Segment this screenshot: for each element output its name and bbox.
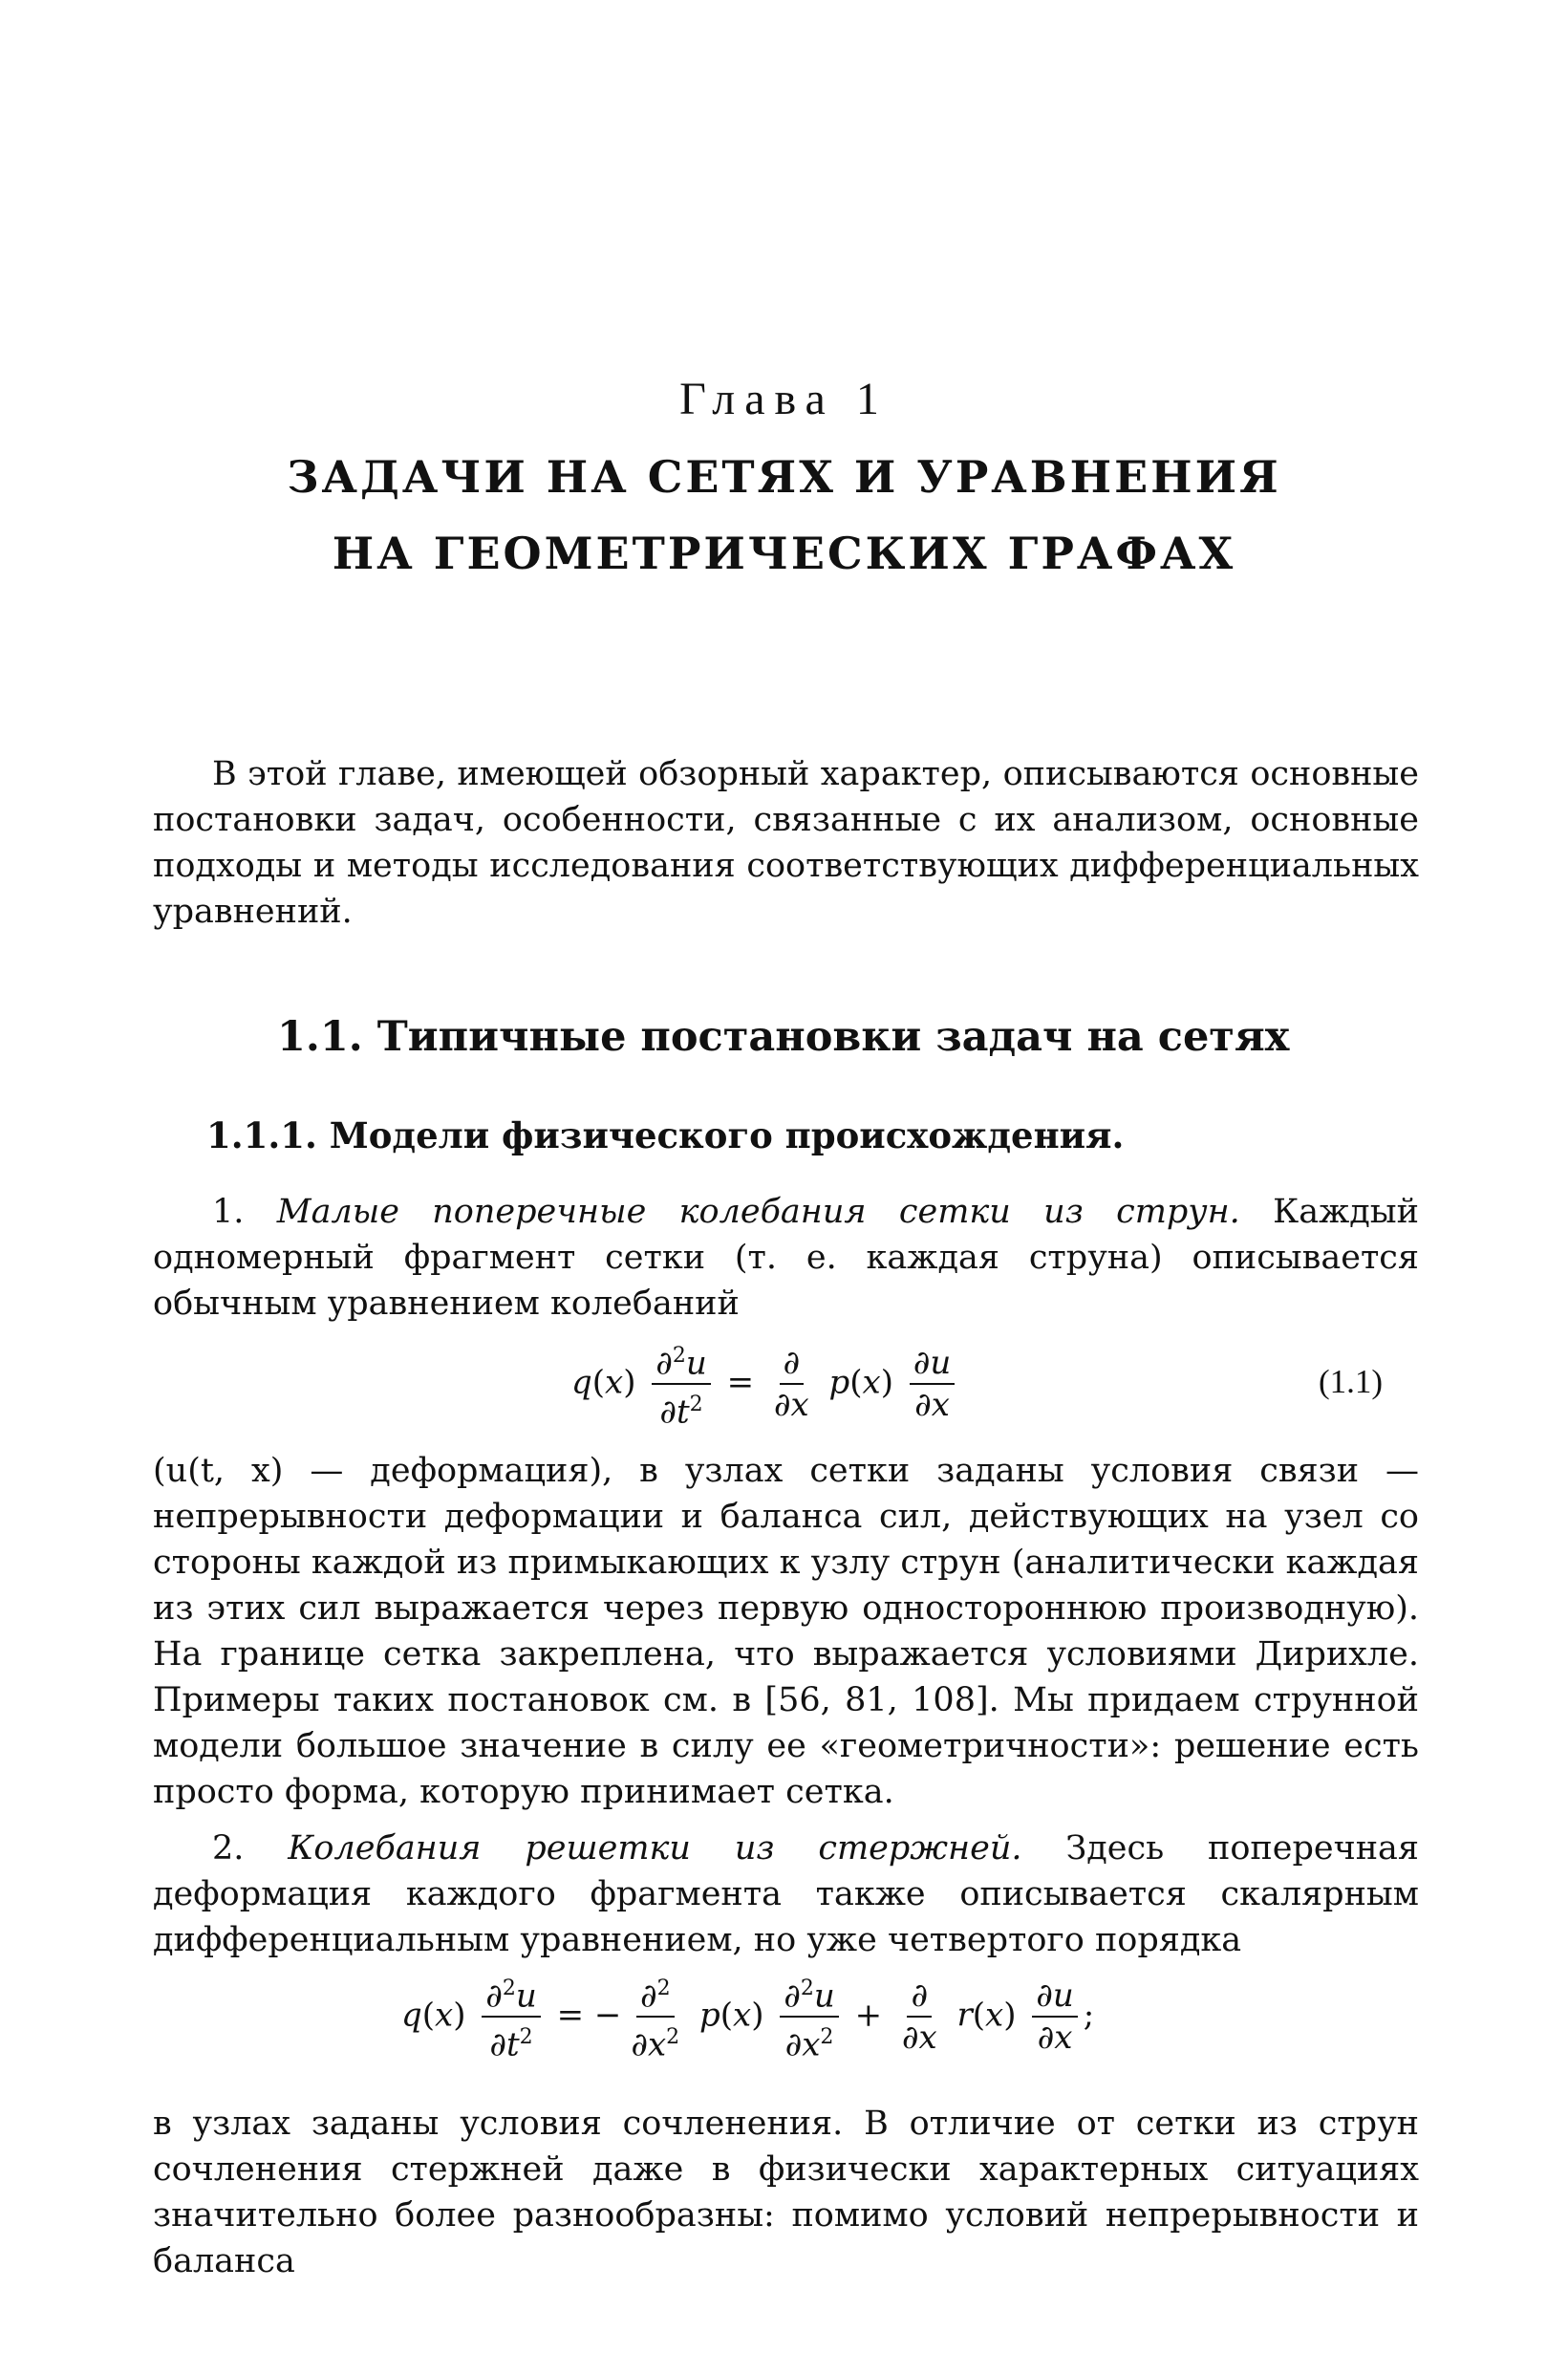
chapter-title-line-1: ЗАДАЧИ НА СЕТЯХ И УРАВНЕНИЯ — [287, 451, 1281, 503]
equation-2: q(x) $\frac{\partial^2u}{\partial t^2}$ = − $\frac{\partial^2}{\partial x^2}$ p(x) $\frac{\partial^2u}{\partial x^2}$ + $\frac{\partial}{\partial x}$ r(x) $\frac{\partial u}{\partial x}$ ; — [401, 1969, 1094, 2065]
chapter-number: Глава 1 — [679, 374, 889, 424]
item-2-paragraph — [153, 1825, 1419, 1963]
chapter-title-line-2: НА ГЕОМЕТРИЧЕСКИХ ГРАФАХ — [332, 528, 1236, 579]
item-2-text: Здесь поперечная деформация каждого фрагмента также описывается скалярным дифференциальным уравнением, но уже четвертого порядка — [153, 1829, 1419, 1959]
item-1-emphasis: Малые поперечные колебания сетки из струн. — [276, 1193, 1240, 1231]
equation-number: (1.1) — [1319, 1363, 1384, 1400]
section-heading — [277, 1013, 1289, 1061]
subsection-heading — [206, 1114, 1124, 1156]
section-number: 1.1. — [277, 1013, 363, 1061]
subsection-title: Модели физического происхождения. — [329, 1114, 1125, 1156]
item-1-number: 1. — [212, 1193, 245, 1231]
item-1-text: Каждый одномерный фрагмент сетки (т. е. каждая струна) описывается обычным уравнением колебаний — [153, 1193, 1419, 1323]
item-1-paragraph — [153, 1189, 1419, 1327]
intro-paragraph: В этой главе, имеющей обзорный характер, описываются основные постановки задач, особенности, связанные с их анализом, основные подходы и методы исследования соответствующих дифференциальных уравнений. — [153, 755, 1419, 931]
section-title: Типичные постановки задач на сетях — [376, 1013, 1290, 1061]
equation-1-1: q(x) $\frac{\partial^2u}{\partial t^2}$ = $\frac{\partial}{\partial x}$ p(x) $\frac{\partial u}{\partial x}$ — [571, 1336, 960, 1433]
after-equation-2-paragraph: в узлах заданы условия сочленения. В отличие от сетки из струн сочленения стержней даже в физически характерных ситуациях значительно более разнообразны: помимо условий непрерывности и баланса — [153, 2105, 1419, 2280]
after-equation-1-paragraph: (u(t, x) — деформация), в узлах сетки заданы условия связи — непрерывности деформации и баланса сил, действующих на узел со стороны каждой из примыкающих к узлу струн (аналитически каждая из этих сил выражается через первую одностороннюю производную). На границе сетка закреплена, что выражается условиями Дирихле. Примеры таких постановок см. в [56, 81, 108]. Мы придаем струнной модели большое значение в силу ее «геометричности»: решение есть просто форма, которую принимает сетка. — [153, 1452, 1419, 1811]
item-2-number: 2. — [212, 1829, 245, 1868]
subsection-number: 1.1.1. — [206, 1114, 317, 1156]
item-2-emphasis: Колебания решетки из стержней. — [288, 1829, 1022, 1868]
